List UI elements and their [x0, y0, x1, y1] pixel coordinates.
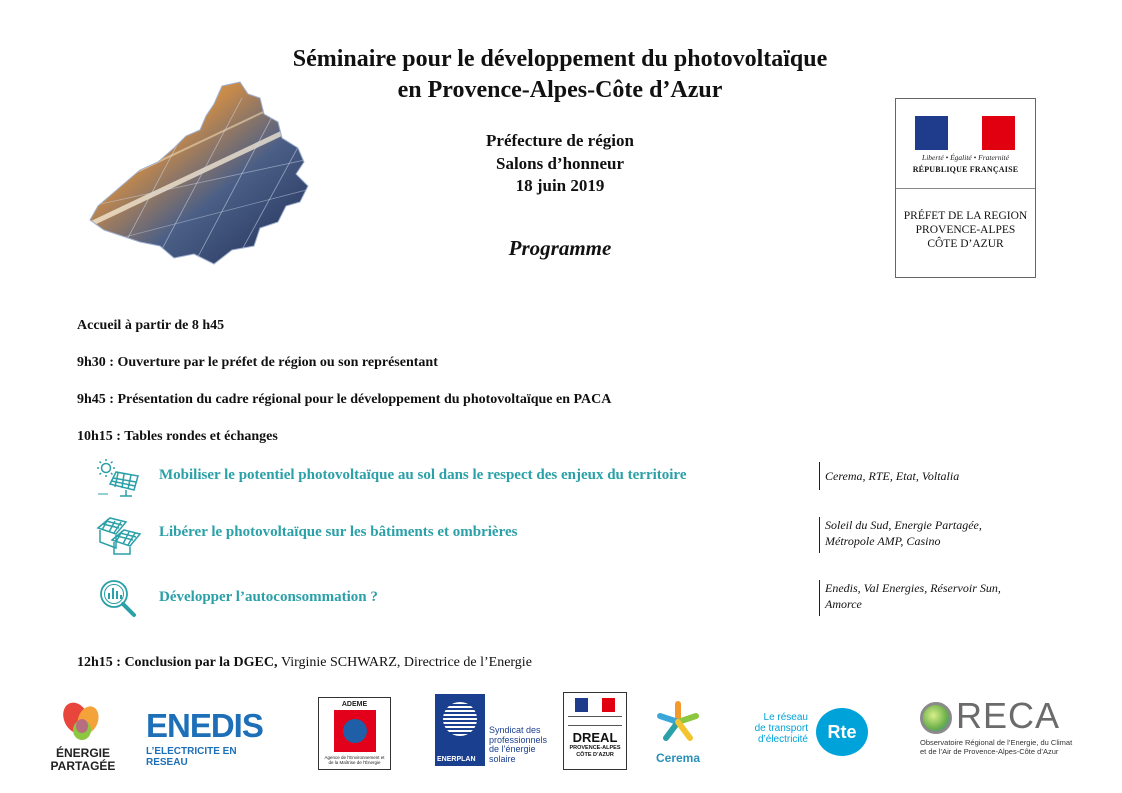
- speakers-line: Cerema, RTE, Etat, Voltalia: [825, 469, 960, 483]
- cerema-name: Cerema: [655, 751, 701, 765]
- time-label: 9h45 :: [77, 392, 114, 407]
- tricolor-flag-icon: [915, 116, 1015, 150]
- main-title-line2: en Provence-Alpes-Côte d’Azur: [397, 77, 723, 103]
- prefet-label: [896, 189, 1035, 251]
- schedule-item-opening: [77, 354, 438, 372]
- cerema-knot-icon: [650, 700, 706, 746]
- oreca-logo: [918, 695, 1082, 760]
- marianne-block: [896, 99, 1035, 189]
- enedis-wordmark: ENEDIS: [146, 707, 263, 744]
- paca-solar-map-image: [82, 78, 314, 268]
- republique-francaise-label: RÉPUBLIQUE FRANÇAISE: [912, 165, 1019, 174]
- oreca-globe-icon: [920, 702, 952, 734]
- roundtable-title-2: Libérer le photovoltaïque sur les bâtiments et ombrières: [159, 524, 518, 540]
- republic-motto: Liberté • Égalité • Fraternité: [922, 153, 1009, 162]
- enerplan-sun-icon: [435, 694, 485, 766]
- schedule-item-conclusion: [77, 654, 532, 672]
- schedule-item-presentation: [77, 391, 611, 409]
- roundtable-title-1: Mobiliser le potentiel photovoltaïque au sol dans le respect des enjeux du territoire: [159, 467, 687, 483]
- energie-partagee-label: [46, 747, 120, 773]
- dreal-logo: [563, 692, 627, 770]
- enerplan-desc-line: professionnels: [489, 734, 548, 745]
- ademe-subtitle: Agence de l’Environnement et de la Maîtrise de l’Énergie: [324, 755, 385, 765]
- rte-tag-line: Le réseau: [763, 712, 808, 723]
- enerplan-logo: [435, 694, 547, 770]
- energie-partagee-leaf-icon: [46, 700, 120, 742]
- prefet-region-logo: [895, 98, 1036, 278]
- rte-logo: [738, 708, 876, 758]
- dreal-flag-icon: [575, 698, 615, 712]
- roundtable-speakers-3: [819, 580, 1001, 616]
- enerplan-description: [489, 726, 547, 764]
- cerema-logo: [650, 700, 706, 764]
- ademe-logo: [318, 697, 391, 770]
- enerplan-desc-line: de l’énergie: [489, 744, 536, 754]
- energie-partagee-word1: ÉNERGIE: [55, 746, 110, 760]
- prefet-line1: PRÉFET DE LA REGION: [903, 210, 1028, 222]
- magnifier-chart-icon: [96, 577, 144, 619]
- energie-partagee-word2: PARTAGÉE: [50, 759, 116, 773]
- speakers-line: Métropole AMP, Casino: [825, 534, 941, 548]
- room: Salons d’honneur: [495, 154, 625, 173]
- roundtable-speakers-2: [819, 517, 982, 553]
- time-label: 10h15 :: [77, 429, 121, 444]
- prefet-line3: CÔTE D’AZUR: [927, 238, 1004, 250]
- schedule-item-roundtables: [77, 428, 278, 446]
- ademe-name: ADEME: [341, 701, 368, 708]
- oreca-sub-line: et de l’Air de Provence-Alpes-Côte d’Azur: [920, 747, 1059, 756]
- item-text: Tables rondes et échanges: [124, 429, 278, 444]
- item-text: Ouverture par le préfet de région ou son représentant: [117, 355, 438, 370]
- rte-tag-line: de transport: [754, 723, 808, 734]
- programme-heading: Programme: [508, 236, 612, 260]
- enerplan-desc-line: solaire: [489, 753, 516, 764]
- roundtable-title-3: Développer l’autoconsommation ?: [159, 589, 378, 605]
- solar-panel-sun-icon: [96, 458, 144, 500]
- dreal-sub-line: PROVENCE-ALPES: [569, 745, 621, 751]
- dreal-name: DREAL: [572, 730, 618, 745]
- enerplan-desc-line: Syndicat des: [489, 725, 541, 735]
- enerplan-name: ENERPLAN: [437, 756, 476, 763]
- roundtable-speakers-1: [819, 462, 959, 490]
- ademe-globe-icon: [334, 710, 376, 752]
- main-title-line1: Séminaire pour le développement du photovoltaïque: [292, 46, 828, 72]
- rte-tagline: [738, 712, 808, 745]
- speakers-line: Enedis, Val Energies, Réservoir Sun,: [825, 581, 1001, 595]
- energie-partagee-logo: [46, 700, 120, 774]
- time-label: 9h30 :: [77, 355, 114, 370]
- conclusion-speaker: Virginie SCHWARZ, Directrice de l’Energie: [280, 655, 532, 670]
- rte-badge: Rte: [816, 708, 868, 756]
- enedis-tagline: L’ELECTRICITE EN RESEAU: [146, 746, 237, 768]
- prefet-line2: PROVENCE-ALPES: [915, 224, 1016, 236]
- rte-tag-line: d’électricité: [757, 734, 808, 745]
- conclusion-bold: 12h15 : Conclusion par la DGEC,: [77, 655, 278, 670]
- enedis-logo: [146, 707, 272, 768]
- event-date: 18 juin 2019: [515, 176, 605, 195]
- speakers-line: Amorce: [825, 597, 862, 611]
- item-text: Présentation du cadre régional pour le développement du photovoltaïque en PACA: [117, 392, 612, 407]
- speakers-line: Soleil du Sud, Energie Partagée,: [825, 518, 982, 532]
- dreal-sub: [564, 745, 626, 759]
- oreca-name: RECA: [956, 695, 1061, 736]
- rooftop-solar-icon: [96, 514, 144, 556]
- oreca-subtitle: [920, 738, 1072, 756]
- welcome-line: Accueil à partir de 8 h45: [77, 318, 225, 333]
- venue: Préfecture de région: [486, 131, 634, 150]
- oreca-sub-line: Observatoire Régional de l’Energie, du Climat: [920, 738, 1073, 747]
- dreal-sub-line: CÔTE D’AZUR: [576, 752, 614, 758]
